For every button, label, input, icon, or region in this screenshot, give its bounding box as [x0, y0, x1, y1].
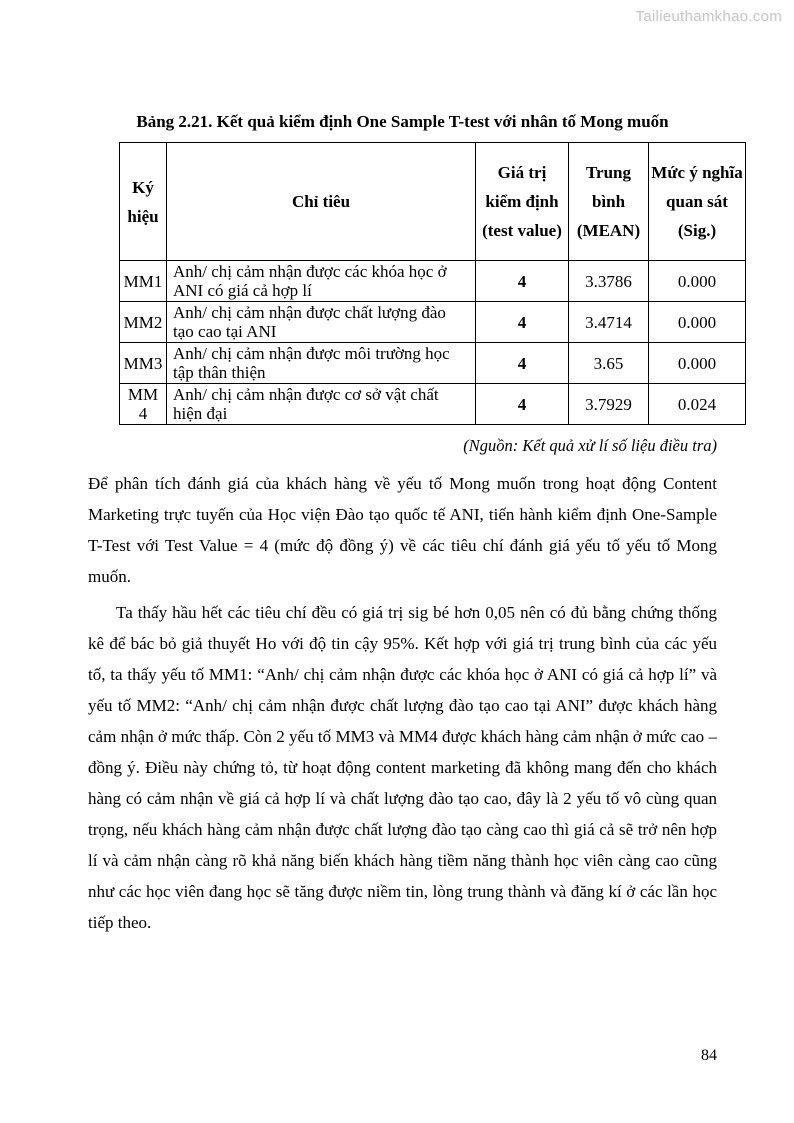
- header-sig: Mức ý nghĩa quan sát (Sig.): [649, 143, 746, 261]
- cell-code: MM2: [120, 302, 167, 343]
- table-caption: Bảng 2.21. Kết quả kiểm định One Sample T-test với nhân tố Mong muốn: [136, 112, 669, 131]
- header-test-value: Giá trị kiểm định (test value): [476, 143, 569, 261]
- cell-criterion: Anh/ chị cảm nhận được các khóa học ở ANI có giá cả hợp lí: [167, 261, 476, 302]
- page-content: [88, 0, 743, 938]
- body-paragraph-2: Ta thấy hầu hết các tiêu chí đều có giá trị sig bé hơn 0,05 nên có đủ bằng chứng thống kê để bác bỏ giả thuyết Ho với độ tin cậy 95%. Kết hợp với giá trị trung bình của các yếu tố, ta thấy yếu tố MM1: “Anh/ chị cảm nhận được các khóa học ở ANI có giá cả hợp lí” và yếu tố MM2: “Anh/ chị cảm nhận được chất lượng đào tạo cao tại ANI” được khách hàng cảm nhận ở mức thấp. Còn 2 yếu tố MM3 và MM4 được khách hàng cảm nhận ở mức cao – đồng ý. Điều này chứng tỏ, từ hoạt động content marketing đã không mang đến cho khách hàng có cảm nhận về giá cả hợp lí và chất lượng đào tạo cao, đây là 2 yếu tố vô cùng quan trọng, nếu khách hàng cảm nhận được chất lượng đào tạo càng cao thì giá cả sẽ trở nên hợp lí và cảm nhận càng rõ khả năng biến khách hàng tiềm năng thành học viên càng cao cũng như các học viên đang học sẽ tăng được niềm tin, lòng trung thành và đăng kí ở các lần học tiếp theo.: [88, 603, 717, 932]
- cell-mean: 3.7929: [569, 384, 649, 425]
- table-header-row: [120, 143, 746, 261]
- cell-criterion: Anh/ chị cảm nhận được chất lượng đào tạo cao tại ANI: [167, 302, 476, 343]
- header-mean: Trung bình (MEAN): [569, 143, 649, 261]
- table-container: [119, 142, 745, 425]
- table-row: [120, 302, 746, 343]
- cell-test-value: 4: [476, 343, 569, 384]
- cell-mean: 3.65: [569, 343, 649, 384]
- cell-criterion: Anh/ chị cảm nhận được cơ sở vật chất hiện đại: [167, 384, 476, 425]
- cell-sig: 0.000: [649, 261, 746, 302]
- cell-mean: 3.3786: [569, 261, 649, 302]
- cell-criterion: Anh/ chị cảm nhận được môi trường học tập thân thiện: [167, 343, 476, 384]
- cell-test-value: 4: [476, 384, 569, 425]
- cell-sig: 0.000: [649, 302, 746, 343]
- cell-test-value: 4: [476, 302, 569, 343]
- cell-code: MM 4: [120, 384, 167, 425]
- table-row: [120, 343, 746, 384]
- cell-code: MM1: [120, 261, 167, 302]
- page-number: 84: [701, 1047, 717, 1064]
- header-code: Ký hiệu: [120, 143, 167, 261]
- cell-mean: 3.4714: [569, 302, 649, 343]
- cell-sig: 0.000: [649, 343, 746, 384]
- site-watermark: Tailieuthamkhao.com: [635, 8, 782, 25]
- cell-sig: 0.024: [649, 384, 746, 425]
- source-note: (Nguồn: Kết quả xử lí số liệu điều tra): [463, 436, 717, 455]
- table-row: [120, 261, 746, 302]
- body-paragraph-1: Để phân tích đánh giá của khách hàng về yếu tố Mong muốn trong hoạt động Content Marketing trực tuyến của Học viện Đào tạo quốc tế ANI, tiến hành kiểm định One-Sample T-Test với Test Value = 4 (mức độ đồng ý) về các tiêu chí đánh giá yếu tố yếu tố Mong muốn.: [88, 474, 717, 586]
- header-criterion: Chỉ tiêu: [167, 143, 476, 261]
- t-test-results-table: [119, 142, 746, 425]
- table-row: [120, 384, 746, 425]
- cell-test-value: 4: [476, 261, 569, 302]
- cell-code: MM3: [120, 343, 167, 384]
